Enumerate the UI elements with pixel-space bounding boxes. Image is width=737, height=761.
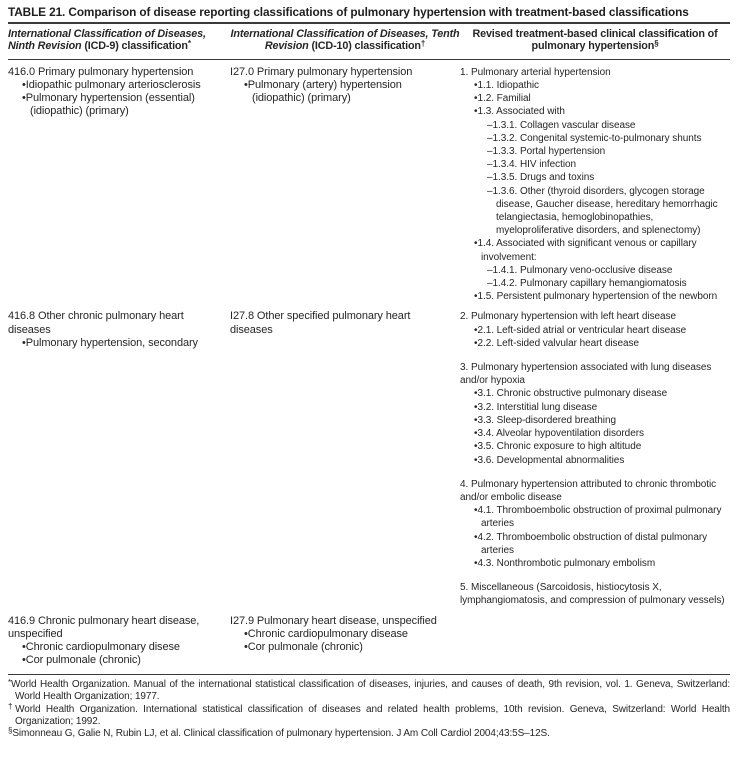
footnote: §Simonneau G, Galie N, Rubin LJ, et al. Clinical classification of pulmonary hypertension. J Am Coll Cardiol 2004;43:5S–12S.: [8, 726, 550, 739]
icd9-bullet-item: • Idiopathic pulmonary arteriosclerosis: [22, 79, 212, 92]
clinical-item: • 3.2. Interstitial lung disease: [474, 401, 728, 414]
icd10-bullet-item: • Pulmonary (artery) hypertension (idiopathic) (primary): [244, 79, 442, 105]
icd9-cell: [8, 310, 230, 607]
table-row: [8, 615, 730, 668]
column-header-icd10: [230, 28, 460, 54]
clinical-item: – 1.3.2. Congenital systemic-to-pulmonary shunts: [487, 132, 728, 145]
column-header-clinical: [460, 28, 730, 54]
column-header-icd9: [8, 28, 230, 54]
clinical-item: • 2.1. Left-sided atrial or ventricular heart disease: [474, 324, 728, 337]
clinical-item: • 4.3. Nonthrombotic pulmonary embolism: [474, 557, 728, 570]
table-row: [8, 66, 730, 304]
clinical-item: • 1.2. Familial: [474, 92, 728, 105]
header-regular-text: (ICD-10) classification: [308, 40, 421, 53]
clinical-item: • 3.4. Alveolar hypoventilation disorders: [474, 427, 728, 440]
header-italic-text: International Classification of Diseases, Tenth Revision: [230, 28, 460, 53]
clinical-item: • 3.6. Developmental abnormalities: [474, 454, 728, 467]
table-header-row: [8, 24, 730, 59]
footnote: †World Health Organization. International statistical classification of diseases and related health problems, 10th revision. Geneva, Switzerland: World Health Organization; 1992.: [8, 702, 730, 727]
header-regular-text: Revised treatment-based clinical classification of pulmonary hypertension: [472, 28, 718, 53]
clinical-cell: [460, 615, 730, 668]
footnote-section: [8, 674, 730, 739]
icd9-bullet-item: • Chronic cardiopulmonary disese: [22, 641, 212, 654]
clinical-item: – 1.3.6. Other (thyroid disorders, glycogen storage disease, Gaucher disease, hereditary hemorrhagic telangiectasia, hemoglobinopathies, myeloproliferative disorders, and splenectomy): [487, 185, 728, 238]
clinical-group: [460, 66, 728, 304]
clinical-item: – 1.4.2. Pulmonary capillary hemangiomatosis: [487, 277, 728, 290]
icd10-cell: [230, 615, 460, 668]
icd9-code-heading: 416.0 Primary pulmonary hypertension: [8, 65, 194, 78]
icd9-cell: [8, 66, 230, 304]
clinical-group: [460, 361, 728, 467]
footnote-marker: †: [8, 702, 16, 712]
clinical-item: – 1.3.4. HIV infection: [487, 158, 728, 171]
clinical-group-heading: 2. Pulmonary hypertension with left heart disease: [460, 311, 677, 323]
table-body: [8, 60, 730, 668]
clinical-item: • 4.2. Thromboembolic obstruction of distal pulmonary arteries: [474, 531, 728, 557]
footnote: *World Health Organization. Manual of the international statistical classification of diseases, injuries, and causes of death, 9th revision, vol. 1. Geneva, Switzerland: World Health Organization; 1977.: [8, 677, 730, 703]
icd10-cell: [230, 310, 460, 607]
icd9-code-heading: 416.8 Other chronic pulmonary heart diseases: [8, 310, 184, 336]
table-title: TABLE 21. Comparison of disease reporting classifications of pulmonary hypertension with treatment-based classifications: [8, 5, 689, 19]
clinical-item: – 1.3.3. Portal hypertension: [487, 145, 728, 158]
icd10-bullet-item: • Cor pulmonale (chronic): [244, 641, 442, 654]
clinical-item: • 1.3. Associated with: [474, 105, 728, 118]
clinical-item: – 1.4.1. Pulmonary veno-occlusive disease: [487, 264, 728, 277]
clinical-item: – 1.3.1. Collagen vascular disease: [487, 119, 728, 132]
clinical-item: – 1.3.5. Drugs and toxins: [487, 171, 728, 184]
table-row: [8, 310, 730, 607]
clinical-cell: [460, 310, 730, 607]
header-footnote-marker: §: [654, 39, 659, 49]
clinical-item: • 1.5. Persistent pulmonary hypertension of the newborn: [474, 290, 728, 303]
clinical-group-heading: 1. Pulmonary arterial hypertension: [460, 66, 611, 78]
clinical-item: • 3.1. Chronic obstructive pulmonary disease: [474, 387, 728, 400]
icd10-code-heading: I27.0 Primary pulmonary hypertension: [230, 65, 413, 78]
clinical-item: • 3.5. Chronic exposure to high altitude: [474, 440, 728, 453]
icd9-code-heading: 416.9 Chronic pulmonary heart disease, unspecified: [8, 614, 200, 640]
icd10-cell: [230, 66, 460, 304]
footnote-marker: §: [8, 726, 13, 736]
header-italic-text: International Classification of Diseases, Ninth Revision: [8, 28, 206, 53]
icd9-cell: [8, 615, 230, 668]
header-footnote-marker: *: [187, 39, 191, 49]
clinical-group: [460, 478, 728, 570]
clinical-group-heading: 4. Pulmonary hypertension attributed to chronic thrombotic and/or embolic disease: [460, 478, 717, 503]
clinical-group: [460, 581, 728, 607]
clinical-item: • 3.3. Sleep-disordered breathing: [474, 414, 728, 427]
clinical-group: [460, 310, 728, 350]
icd10-bullet-item: • Chronic cardiopulmonary disease: [244, 628, 442, 641]
clinical-item: • 1.1. Idiopathic: [474, 79, 728, 92]
clinical-item: • 1.4. Associated with significant venous or capillary involvement:: [474, 237, 728, 263]
footnote-marker: *: [8, 677, 12, 687]
clinical-group-heading: 5. Miscellaneous (Sarcoidosis, histiocytosis X, lymphangiomatosis, and compression of pulmonary vessels): [460, 582, 725, 607]
header-footnote-marker: †: [420, 39, 426, 49]
icd10-code-heading: I27.9 Pulmonary heart disease, unspecified: [230, 614, 437, 627]
clinical-group-heading: 3. Pulmonary hypertension associated with lung diseases and/or hypoxia: [460, 362, 712, 387]
icd9-bullet-item: • Cor pulmonale (chronic): [22, 654, 212, 667]
clinical-cell: [460, 66, 730, 304]
clinical-item: • 2.2. Left-sided valvular heart disease: [474, 337, 728, 350]
icd9-bullet-item: • Pulmonary hypertension, secondary: [22, 337, 212, 350]
clinical-item: • 4.1. Thromboembolic obstruction of proximal pulmonary arteries: [474, 504, 728, 530]
icd9-bullet-item: • Pulmonary hypertension (essential) (idiopathic) (primary): [22, 92, 212, 118]
icd10-code-heading: I27.8 Other specified pulmonary heart diseases: [230, 310, 411, 336]
header-regular-text: (ICD-9) classification: [81, 40, 188, 53]
